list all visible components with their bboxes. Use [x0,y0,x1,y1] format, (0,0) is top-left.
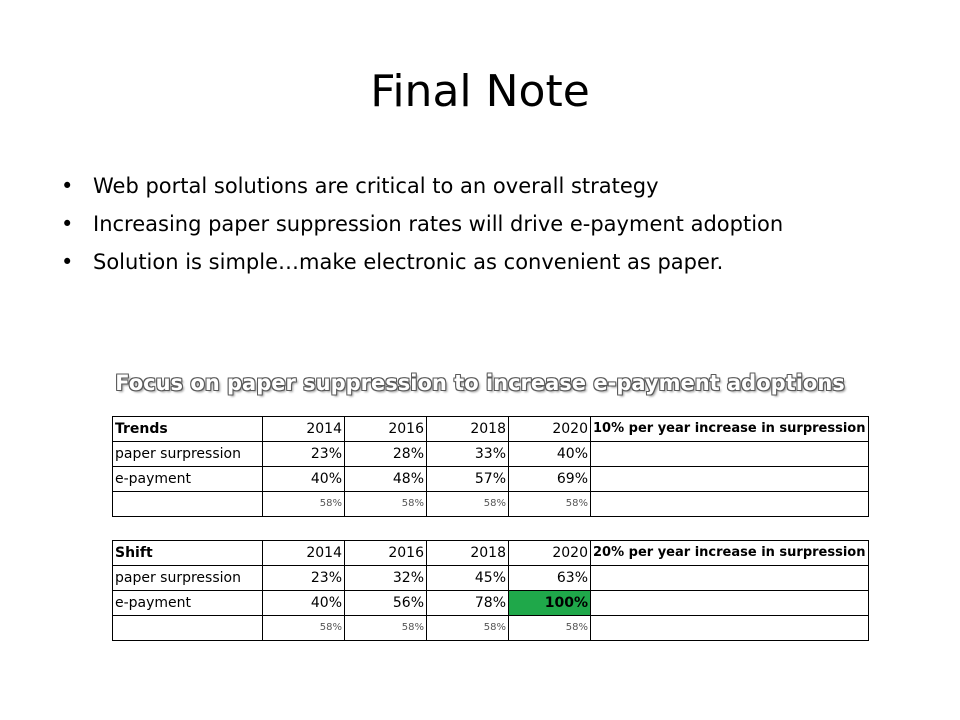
bullet-icon: • [61,212,74,236]
table-cell: 58% [509,492,591,517]
table-cell: 56% [345,591,427,616]
empty-cell [591,616,869,641]
bullet-icon: • [61,174,74,198]
table-cell: 58% [509,616,591,641]
year-header-cell: 2018 [427,541,509,566]
table-row [113,467,869,492]
table-cell: 58% [427,492,509,517]
trends-table [112,416,869,517]
bullet-item [60,210,880,239]
table-cell: 57% [427,467,509,492]
table-header-row [113,417,869,442]
table-note: 20% per year increase in surpression [591,541,869,566]
table-header-row [113,541,869,566]
bullet-text: Web portal solutions are critical to an overall strategy [93,174,659,198]
table-cell: 58% [427,616,509,641]
table-cell: 45% [427,566,509,591]
year-header-cell: 2014 [263,541,345,566]
slide-title: Final Note [370,66,590,117]
section-heading: Focus on paper suppression to increase e-payment adoptions [115,371,845,395]
table-cell: 28% [345,442,427,467]
table-cell: 40% [509,442,591,467]
row-label: e-payment [113,467,263,492]
table-header-cell: Shift [113,541,263,566]
empty-cell [591,467,869,492]
year-header-cell: 2016 [345,417,427,442]
empty-cell [591,566,869,591]
table-row [113,492,869,517]
table-cell: 23% [263,566,345,591]
row-label [113,492,263,517]
bullet-item [60,248,880,277]
bullet-item [60,172,880,201]
table-row [113,616,869,641]
bullet-text: Increasing paper suppression rates will drive e-payment adoption [93,212,784,236]
bullet-text: Solution is simple…make electronic as convenient as paper. [93,250,724,274]
table-cell: 40% [263,467,345,492]
year-header-cell: 2016 [345,541,427,566]
table-cell: 33% [427,442,509,467]
bullet-icon: • [61,250,74,274]
year-header-cell: 2014 [263,417,345,442]
table-cell: 58% [263,492,345,517]
table-cell: 63% [509,566,591,591]
empty-cell [591,442,869,467]
year-header-cell: 2020 [509,417,591,442]
row-label: paper surpression [113,442,263,467]
table-row [113,442,869,467]
table-cell: 58% [345,616,427,641]
shift-table [112,540,869,641]
table-cell: 23% [263,442,345,467]
empty-cell [591,492,869,517]
row-label: paper surpression [113,566,263,591]
table-cell: 58% [263,616,345,641]
highlighted-cell: 100% [509,591,591,616]
year-header-cell: 2018 [427,417,509,442]
table-row [113,591,869,616]
row-label [113,616,263,641]
table-cell: 40% [263,591,345,616]
table-cell: 48% [345,467,427,492]
table-cell: 58% [345,492,427,517]
empty-cell [591,591,869,616]
row-label: e-payment [113,591,263,616]
table-note: 10% per year increase in surpression [591,417,869,442]
table-cell: 32% [345,566,427,591]
bullet-list [60,172,880,286]
table-header-cell: Trends [113,417,263,442]
table-cell: 69% [509,467,591,492]
year-header-cell: 2020 [509,541,591,566]
table-row [113,566,869,591]
table-cell: 78% [427,591,509,616]
